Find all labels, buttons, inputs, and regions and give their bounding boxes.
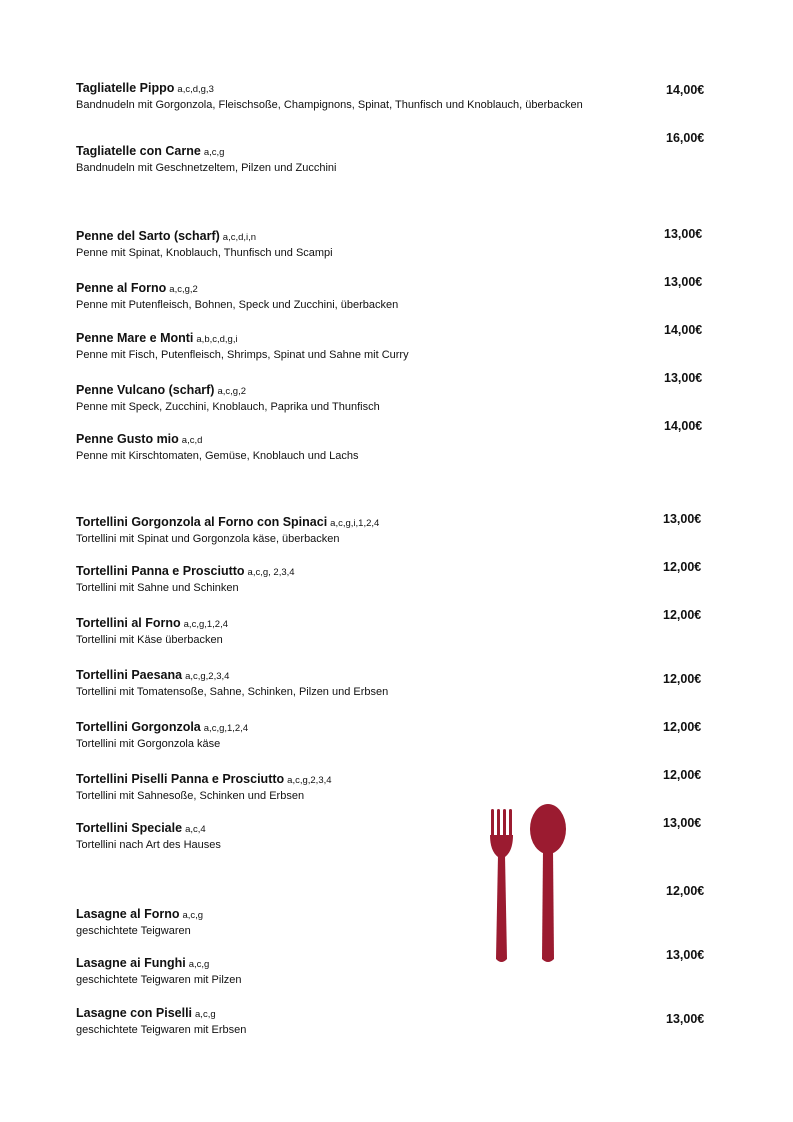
item-allergens: a,c,g,2 <box>169 284 198 295</box>
menu-item-tortellini-al-forno <box>76 615 596 648</box>
item-name: Penne Gusto mio <box>76 432 179 446</box>
item-description: Tortellini mit Sahne und Schinken <box>76 582 239 594</box>
item-allergens: a,b,c,d,g,i <box>196 334 238 345</box>
fork-and-spoon-icon <box>488 803 570 965</box>
item-description: Tortellini mit Gorgonzola käse <box>76 738 221 750</box>
menu-item-tagliatelle-pippo <box>76 80 596 113</box>
menu-item-tagliatelle-con-carne <box>76 143 596 176</box>
menu-item-lasagne-con-piselli <box>76 1005 596 1038</box>
item-price: 12,00€ <box>663 608 702 622</box>
item-allergens: a,c,g <box>203 147 225 158</box>
menu-item-penne-vulcano <box>76 382 596 415</box>
item-name: Tortellini Speciale <box>76 821 183 835</box>
item-description: Penne mit Fisch, Putenfleisch, Shrimps, Spinat und Sahne mit Curry <box>76 349 409 361</box>
menu-item-tortellini-piselli-panna-e-prosciutto <box>76 771 596 804</box>
item-name: Tortellini Paesana <box>76 668 183 682</box>
item-allergens: a,c,d,i,n <box>222 232 257 243</box>
menu-item-tortellini-gorgonzola <box>76 719 596 752</box>
item-name: Tortellini Gorgonzola al Forno con Spinaci <box>76 515 328 529</box>
item-allergens: a,c,g,2 <box>217 386 246 397</box>
item-allergens: a,c,g,1,2,4 <box>183 619 229 630</box>
menu-item-penne-mare-e-monti <box>76 330 596 363</box>
item-description: Penne mit Spinat, Knoblauch, Thunfisch und Scampi <box>76 247 333 259</box>
item-price: 12,00€ <box>663 672 702 686</box>
item-name: Tagliatelle Pippo <box>76 81 175 95</box>
item-name: Tortellini Piselli Panna e Prosciutto <box>76 772 285 786</box>
menu-item-penne-al-forno <box>76 280 596 313</box>
item-description: geschichtete Teigwaren mit Erbsen <box>76 1024 247 1036</box>
item-name: Tagliatelle con Carne <box>76 144 201 158</box>
item-allergens: a,c,g,2,3,4 <box>287 775 332 786</box>
item-price: 13,00€ <box>666 948 705 962</box>
item-price: 14,00€ <box>664 419 703 433</box>
item-description: Penne mit Kirschtomaten, Gemüse, Knoblauch und Lachs <box>76 450 359 462</box>
item-price: 13,00€ <box>663 816 702 830</box>
item-price: 12,00€ <box>663 560 702 574</box>
item-price: 13,00€ <box>663 512 702 526</box>
item-description: Bandnudeln mit Gorgonzola, Fleischsoße, Champignons, Spinat, Thunfisch und Knoblauch, überbacken <box>76 99 583 111</box>
item-name: Penne Mare e Monti <box>76 331 194 345</box>
item-name: Lasagne ai Funghi <box>76 956 186 970</box>
item-description: Penne mit Putenfleisch, Bohnen, Speck und Zucchini, überbacken <box>76 299 399 311</box>
item-description: Penne mit Speck, Zucchini, Knoblauch, Paprika und Thunfisch <box>76 401 380 413</box>
item-allergens: a,c,d <box>181 435 203 446</box>
item-description: geschichtete Teigwaren mit Pilzen <box>76 974 242 986</box>
item-name: Tortellini Gorgonzola <box>76 720 201 734</box>
item-allergens: a,c,g,2,3,4 <box>185 671 230 682</box>
item-price: 12,00€ <box>663 720 702 734</box>
item-name: Tortellini al Forno <box>76 616 181 630</box>
item-allergens: a,c,g <box>182 910 204 921</box>
menu-item-penne-del-sarto <box>76 228 596 261</box>
item-name: Lasagne al Forno <box>76 907 180 921</box>
item-price: 14,00€ <box>666 83 705 97</box>
item-price: 13,00€ <box>666 1012 705 1026</box>
item-allergens: a,c,g <box>188 959 210 970</box>
item-price: 12,00€ <box>666 884 705 898</box>
item-allergens: a,c,d,g,3 <box>177 84 214 95</box>
item-description: Tortellini mit Tomatensoße, Sahne, Schinken, Pilzen und Erbsen <box>76 686 389 698</box>
item-allergens: a,c,4 <box>185 824 206 835</box>
item-description: Tortellini mit Sahnesoße, Schinken und Erbsen <box>76 790 305 802</box>
item-price: 13,00€ <box>664 227 703 241</box>
item-description: geschichtete Teigwaren <box>76 925 191 937</box>
item-name: Penne al Forno <box>76 281 167 295</box>
item-allergens: a,c,g,1,2,4 <box>203 723 249 734</box>
item-price: 16,00€ <box>666 131 705 145</box>
menu-item-tortellini-panna-e-prosciutto <box>76 563 596 596</box>
item-description: Tortellini mit Käse überbacken <box>76 634 223 646</box>
item-price: 12,00€ <box>663 768 702 782</box>
item-allergens: a,c,g,i,1,2,4 <box>330 518 380 529</box>
item-price: 13,00€ <box>664 275 703 289</box>
item-name: Penne del Sarto (scharf) <box>76 229 220 243</box>
item-name: Penne Vulcano (scharf) <box>76 383 215 397</box>
item-description: Bandnudeln mit Geschnetzeltem, Pilzen und Zucchini <box>76 162 337 174</box>
menu-item-penne-gusto-mio <box>76 431 596 464</box>
item-name: Lasagne con Piselli <box>76 1006 193 1020</box>
item-name: Tortellini Panna e Prosciutto <box>76 564 245 578</box>
item-description: Tortellini mit Spinat und Gorgonzola käse, überbacken <box>76 533 340 545</box>
item-allergens: a,c,g <box>195 1009 216 1020</box>
item-price: 14,00€ <box>664 323 703 337</box>
item-price: 13,00€ <box>664 371 703 385</box>
item-allergens: a,c,g, 2,3,4 <box>247 567 295 578</box>
menu-item-tortellini-paesana <box>76 667 596 700</box>
item-description: Tortellini nach Art des Hauses <box>76 839 221 851</box>
menu-item-tortellini-gorgonzola-al-forno <box>76 514 596 547</box>
